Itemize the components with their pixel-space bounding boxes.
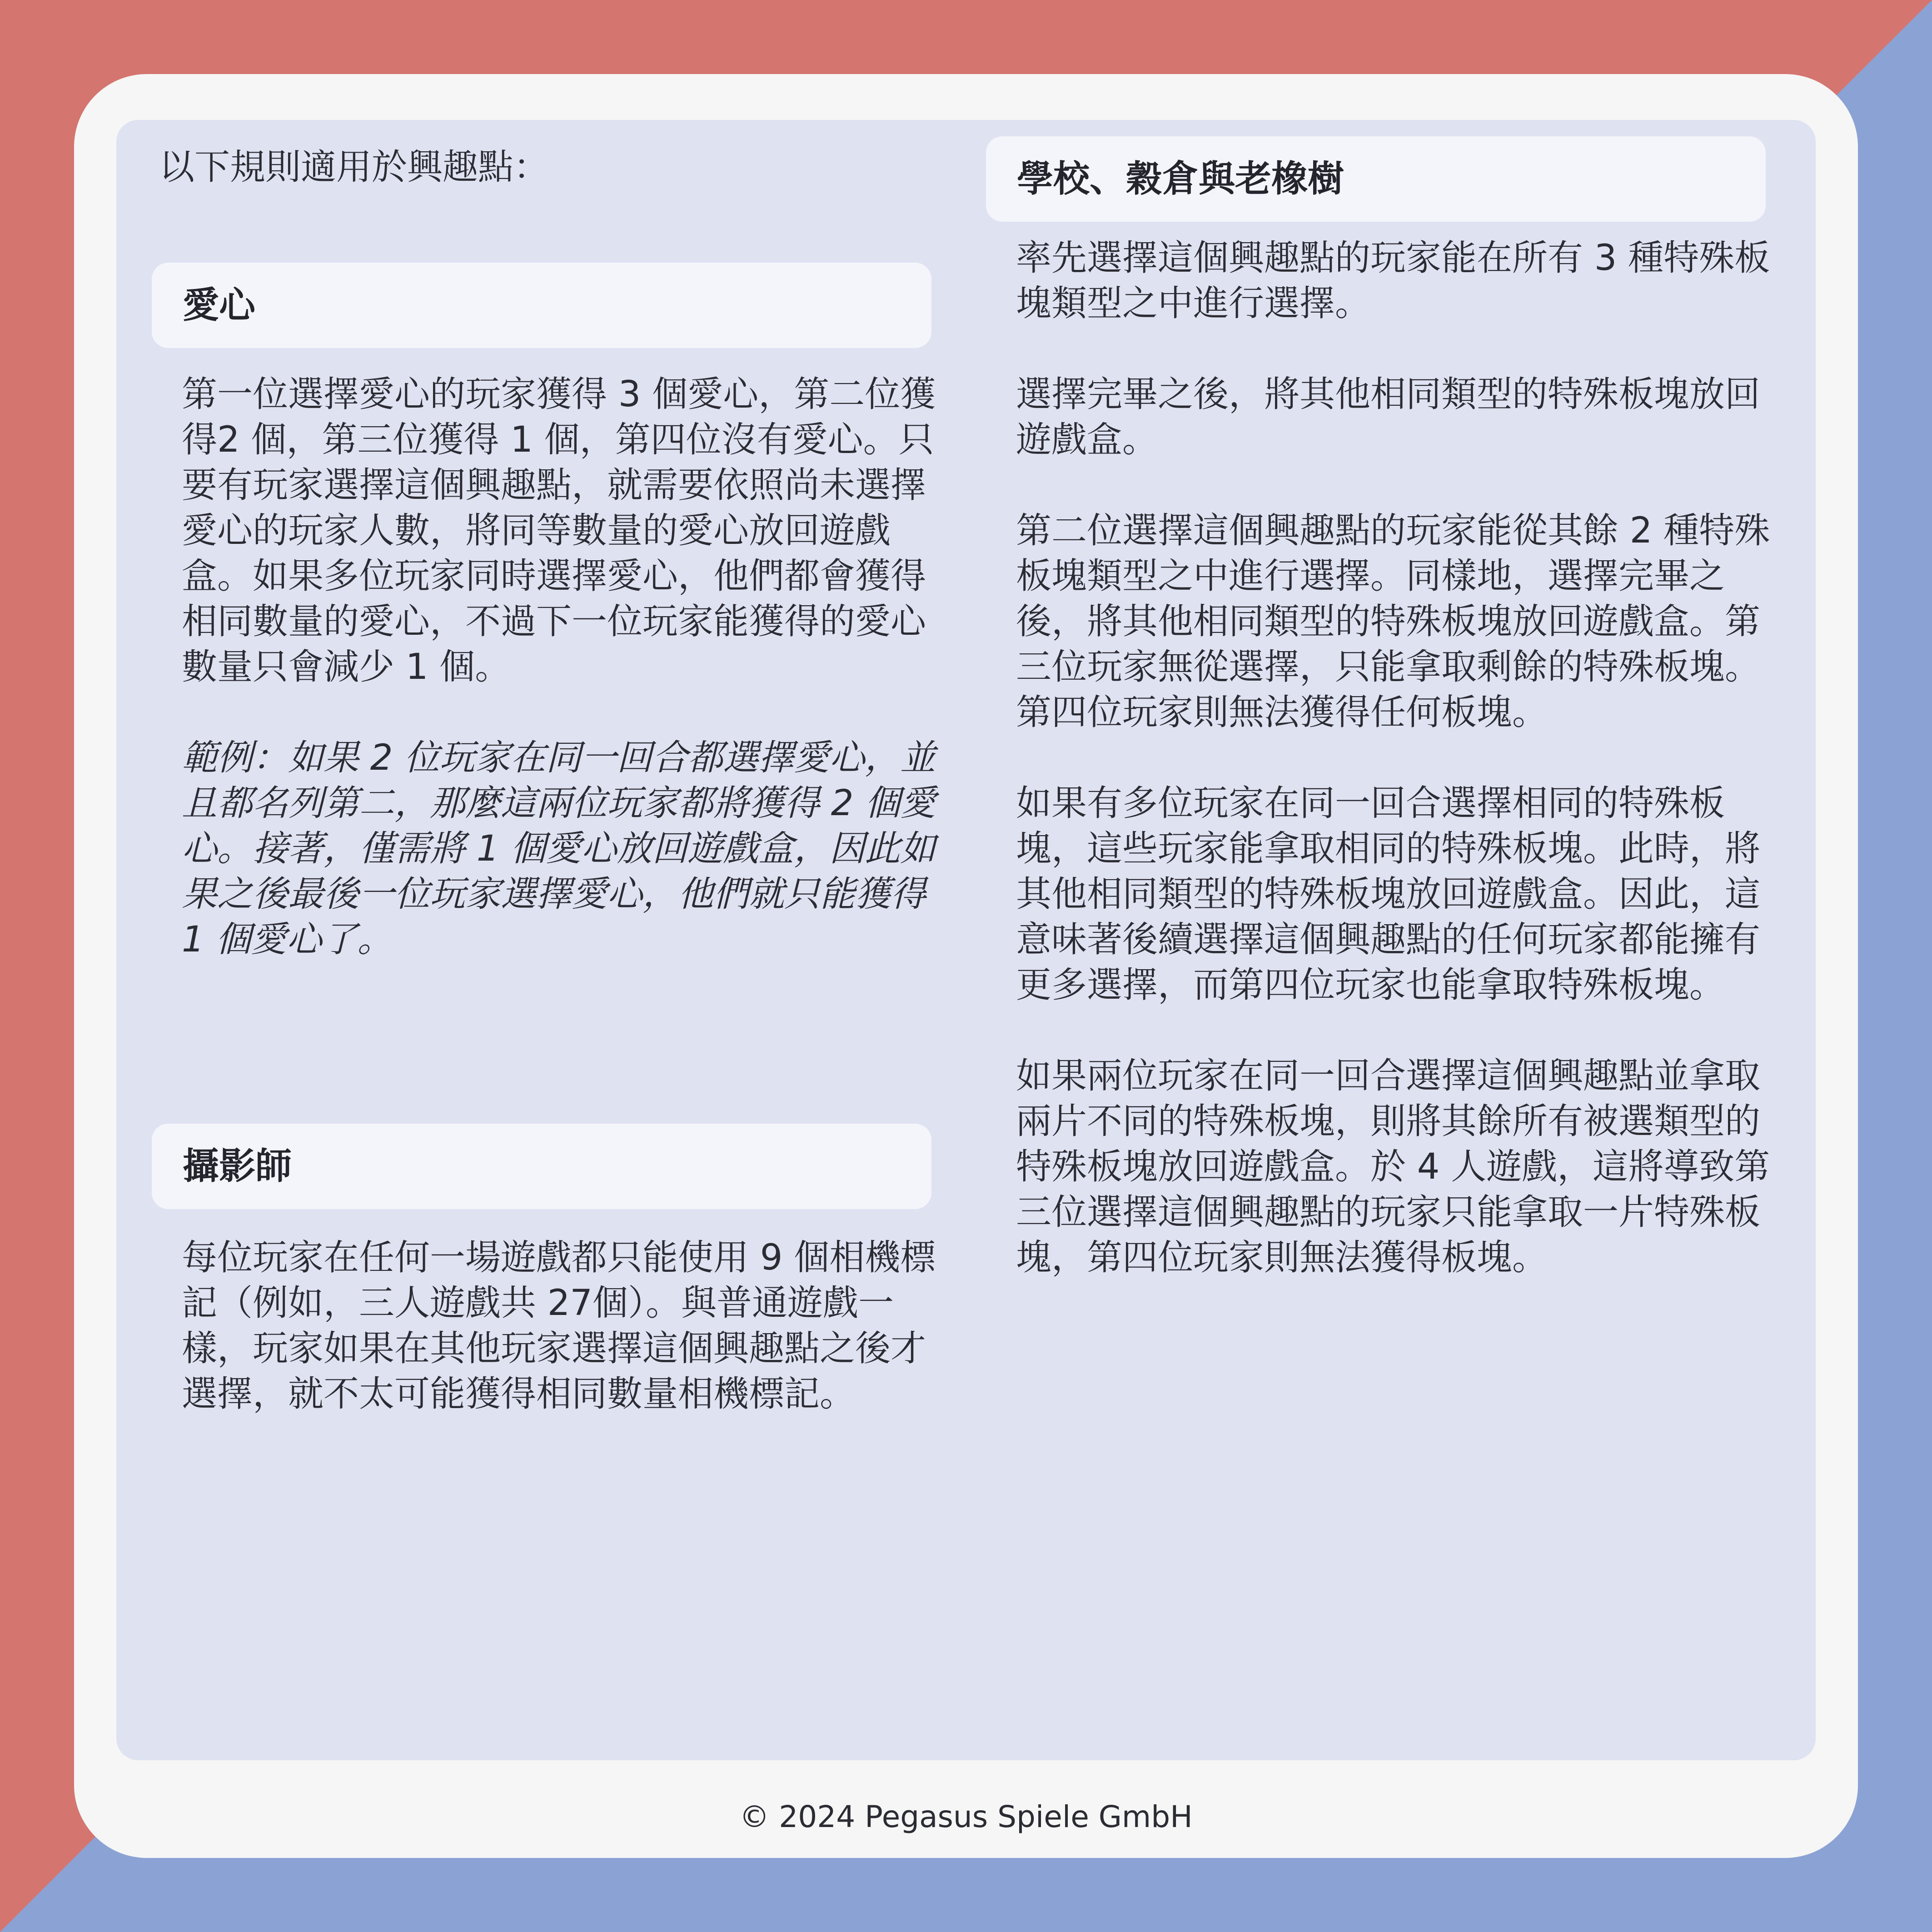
section-header-school [986,136,1766,222]
school-paragraph: 如果有多位玩家在同一回合選擇相同的特殊板塊，這些玩家能拿取相同的特殊板塊。此時，將其他相同類型的特殊板塊放回遊戲盒。因此，這意味著後續選擇這個興趣點的任何玩家都能擁有更多選擇，而第四位玩家也能拿取特殊板塊。 [1016,783,1761,1006]
section-body-school [1016,235,1779,1280]
section-header-love [152,263,931,348]
love-example-paragraph: 範例：如果 2 位玩家在同一回合都選擇愛心，並且都名列第二，那麼這兩位玩家都將獲得 2 個愛心。接著，僅需將 1 個愛心放回遊戲盒，因此如果之後最後一位玩家選擇愛心，他們就只能獲得 1 個愛心了。 [182,737,936,960]
love-rule-paragraph: 第一位選擇愛心的玩家獲得 3 個愛心，第二位獲得2 個，第三位獲得 1 個，第四位沒有愛心。只要有玩家選擇這個興趣點，就需要依照尚未選擇愛心的玩家人數，將同等數量的愛心放回遊戲盒。如果多位玩家同時選擇愛心，他們都會獲得相同數量的愛心，不過下一位玩家能獲得的愛心數量只會減少 1 個。 [182,374,936,687]
intro-text: 以下規則適用於興趣點： [159,147,549,188]
section-title-love: 愛心 [183,284,255,326]
section-title-photographer: 攝影師 [183,1145,292,1187]
school-paragraph: 第二位選擇這個興趣點的玩家能從其餘 2 種特殊板塊類型之中進行選擇。同樣地，選擇完畢之後，將其他相同類型的特殊板塊放回遊戲盒。第三位玩家無從選擇，只能拿取剩餘的特殊板塊。第四位玩家則無法獲得任何板塊。 [1016,510,1770,733]
copyright-footer: © 2024 Pegasus Spiele GmbH [739,1799,1193,1834]
section-body-love [182,372,945,962]
section-body-photographer [182,1235,945,1417]
school-paragraph: 選擇完畢之後，將其他相同類型的特殊板塊放回遊戲盒。 [1016,374,1761,460]
photographer-rule-paragraph: 每位玩家在任何一場遊戲都只能使用 9 個相機標記（例如，三人遊戲共 27個）。與普通遊戲一樣，玩家如果在其他玩家選擇這個興趣點之後才選擇，就不太可能獲得相同數量相機標記。 [182,1237,936,1414]
school-paragraph: 如果兩位玩家在同一回合選擇這個興趣點並拿取兩片不同的特殊板塊，則將其餘所有被選類型的特殊板塊放回遊戲盒。於 4 人遊戲，這將導致第三位選擇這個興趣點的玩家只能拿取一片特殊板塊，第四位玩家則無法獲得板塊。 [1016,1056,1770,1278]
section-title-school: 學校、穀倉與老橡樹 [1017,158,1344,200]
school-paragraph: 率先選擇這個興趣點的玩家能在所有 3 種特殊板塊類型之中進行選擇。 [1016,238,1770,324]
section-header-photographer [152,1124,931,1209]
